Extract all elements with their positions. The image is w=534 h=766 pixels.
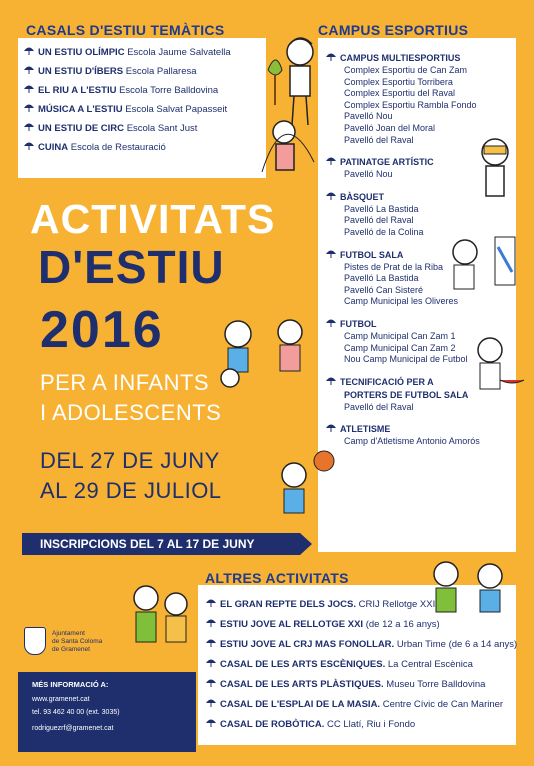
- list-item: CASAL DE LES ARTS PLÀSTIQUES. Museu Torre Balldovina: [206, 677, 511, 692]
- venue: Pistes de Prat de la Riba: [344, 261, 444, 272]
- campus-title: CAMPUS ESPORTIUS: [318, 22, 469, 38]
- umbrella-icon: [326, 423, 336, 433]
- umbrella-icon: [24, 122, 34, 132]
- list-item: EL RIU A L'ESTIU Escola Torre Balldovina: [24, 83, 231, 98]
- umbrella-icon: [206, 638, 216, 648]
- umbrella-icon: [206, 658, 216, 668]
- kids-left-bottom-doodle: [120, 578, 200, 668]
- venue: Nou Camp Municipal de Futbol: [344, 354, 468, 365]
- date-line-2: AL 29 DE JULIOL: [40, 478, 222, 503]
- list-item: UN ESTIU OLÍMPIC Escola Jaume Salvatella: [24, 45, 231, 60]
- date-line-1: DEL 27 DE JUNY: [40, 448, 220, 473]
- venue: Complex Esportiu de Can Zam: [344, 65, 468, 75]
- campus-category: FUTBOL: [326, 318, 511, 331]
- umbrella-icon: [206, 598, 216, 608]
- audience-line-1: PER A INFANTS: [40, 370, 210, 395]
- umbrella-icon: [206, 618, 216, 628]
- venue: Pavelló Joan del Moral: [344, 122, 436, 133]
- list-item: CASAL DE L'ESPLAI DE LA MASIA. Centre Cívic de Can Mariner: [206, 697, 511, 712]
- umbrella-icon: [206, 678, 216, 688]
- venue: Pavelló del Raval: [344, 215, 414, 226]
- venue: Complex Esportiu del Raval: [344, 88, 456, 99]
- phone-number: tel. 93 462 40 00 (ext. 3035): [32, 709, 120, 716]
- headline-destiu: D'ESTIU: [38, 241, 225, 293]
- email-link[interactable]: rodriguezrf@gramenet.cat: [32, 725, 114, 732]
- website-link[interactable]: www.gramenet.cat: [32, 696, 90, 703]
- umbrella-icon: [24, 84, 34, 94]
- list-item: EL GRAN REPTE DELS JOCS. CRIJ Rellotge XXI: [206, 597, 511, 612]
- umbrella-icon: [326, 249, 336, 259]
- campus-category: BÀSQUET: [326, 191, 511, 204]
- campus-category-continued: PORTERS DE FUTBOL SALA: [344, 389, 469, 400]
- venue: Pavelló La Bastida: [344, 273, 419, 284]
- venue: Camp Municipal Can Zam 1: [344, 330, 456, 341]
- venue: Pavelló Nou: [344, 111, 393, 122]
- umbrella-icon: [24, 103, 34, 113]
- headline-activitats: ACTIVITATS: [30, 196, 276, 242]
- registration-text: INSCRIPCIONS DEL 7 AL 17 DE JUNY: [40, 537, 255, 551]
- kid-goggles-doodle: [470, 130, 520, 220]
- banner-arrow-icon: [300, 533, 312, 555]
- venue: Camp Municipal Can Zam 2: [344, 342, 456, 353]
- venue: Pavelló Can Sisteré: [344, 284, 424, 295]
- kid-sauce-pan-doodle: [470, 330, 525, 410]
- umbrella-icon: [206, 718, 216, 728]
- casals-list: [24, 45, 231, 155]
- list-item: ESTIU JOVE AL RELLOTGE XXI (de 12 a 16 anys): [206, 617, 511, 632]
- campus-category: ATLETISME: [326, 423, 511, 436]
- umbrella-icon: [24, 46, 34, 56]
- casals-title: CASALS D'ESTIU TEMÀTICS: [26, 22, 225, 38]
- umbrella-icon: [206, 698, 216, 708]
- list-item: ESTIU JOVE AL CRJ MAS FONOLLAR. Urban Time (de 6 a 14 anys): [206, 637, 511, 652]
- campus-category: FUTBOL SALA: [326, 249, 511, 262]
- list-item: UN ESTIU D'ÍBERS Escola Pallaresa: [24, 64, 231, 79]
- audience-line-2: I ADOLESCENTS: [40, 400, 222, 425]
- umbrella-icon: [326, 156, 336, 166]
- venue: Pavelló del Raval: [344, 134, 414, 145]
- list-item: CASAL DE ROBÒTICA. CC Llatí, Riu i Fondo: [206, 717, 511, 732]
- venue: Pavelló de la Colina: [344, 226, 424, 237]
- umbrella-icon: [24, 65, 34, 75]
- kid-painter-doodle: [440, 232, 520, 312]
- venue: Camp d'Atletisme Antonio Amorós: [344, 436, 480, 447]
- umbrella-icon: [326, 191, 336, 201]
- headline-year: 2016: [40, 301, 164, 359]
- altres-list: [206, 597, 518, 732]
- venue: Complex Esportiu Rambla Fondo: [344, 99, 477, 110]
- campus-category: PATINATGE ARTÍSTIC: [326, 156, 511, 169]
- list-item: CUINA Escola de Restauració: [24, 140, 231, 155]
- venue: Camp Municipal les Oliveres: [344, 296, 459, 307]
- kid-basketball-doodle: [268, 445, 338, 535]
- campus-category: TECNIFICACIÓ PER A: [326, 376, 511, 389]
- city-crest-logo: [24, 627, 46, 655]
- city-council-name: Ajuntament de Santa Coloma de Gramenet: [52, 630, 103, 653]
- list-item: MÚSICA A L'ESTIU Escola Salvat Papasseit: [24, 102, 231, 117]
- altres-title: ALTRES ACTIVITATS: [205, 570, 349, 586]
- kids-group-doodle: [420, 556, 520, 616]
- kids-with-ball-doodle: [210, 312, 330, 392]
- venue: Pavelló del Raval: [344, 401, 414, 412]
- campus-category: CAMPUS MULTIESPORTIUS: [326, 52, 511, 65]
- venue: Pavelló Nou: [344, 169, 393, 180]
- umbrella-icon: [326, 52, 336, 62]
- venue: Pavelló La Bastida: [344, 203, 419, 214]
- venue: Complex Esportiu Torribera: [344, 76, 453, 87]
- contact-info-box: [18, 672, 196, 752]
- list-item: UN ESTIU DE CIRC Escola Sant Just: [24, 121, 231, 136]
- info-title: MÉS INFORMACIÓ A:: [32, 680, 109, 689]
- kid-jump-rope-doodle: [252, 112, 322, 192]
- list-item: CASAL DE LES ARTS ESCÈNIQUES. La Central Escènica: [206, 657, 511, 672]
- umbrella-icon: [24, 141, 34, 151]
